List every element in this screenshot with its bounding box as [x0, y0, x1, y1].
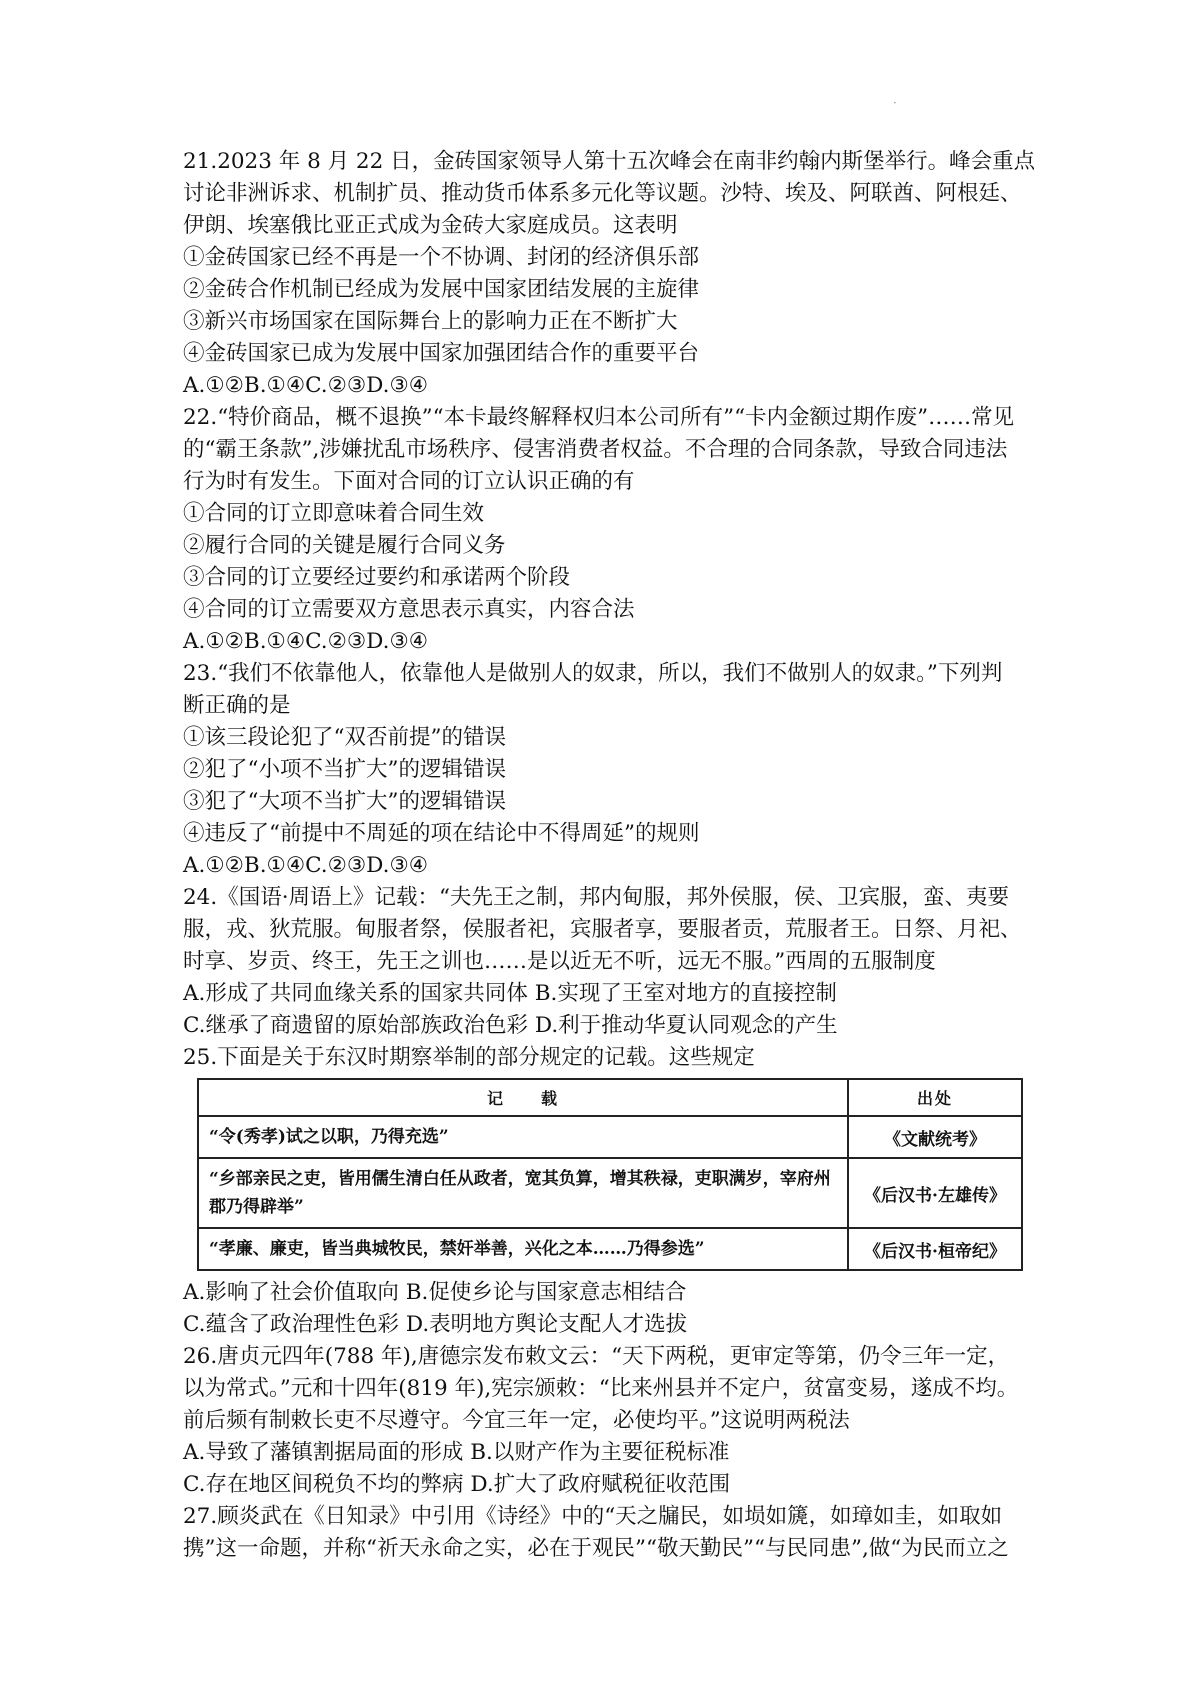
question-line: 26.唐贞元四年(788 年),唐德宗发布敕文云：“天下两税，更审定等第，仍令三年一定，: [183, 1344, 1010, 1369]
question-line: ①金砖国家已经不再是一个不协调、封闭的经济俱乐部: [183, 245, 700, 270]
question-line: 携”这一命题，并称“祈天永命之实，必在于观民”“敬天勤民”“与民同患”,做“为民而立之: [183, 1536, 1009, 1561]
question-line: A.①②B.①④C.②③D.③④: [183, 853, 429, 878]
question-line: ②犯了“小项不当扩大”的逻辑错误: [183, 757, 506, 782]
question-line: 以为常式。”元和十四年(819 年),宪宗颁敕：“比来州县并不定户，贫富变易，遂成不均。: [183, 1376, 1019, 1401]
question-line: 23.“我们不依靠他人，依靠他人是做别人的奴隶，所以，我们不做别人的奴隶。”下列判: [183, 661, 1003, 686]
question-25-stem: 25.下面是关于东汉时期察举制的部分规定的记载。这些规定: [183, 1045, 755, 1070]
question-27: [183, 1501, 1040, 1565]
question-line: ①合同的订立即意味着合同生效: [183, 501, 485, 526]
question-line: A.导致了藩镇割据局面的形成 B.以财产作为主要征税标准: [183, 1440, 730, 1465]
question-line: A.①②B.①④C.②③D.③④: [183, 629, 429, 654]
source-cell: 《后汉书·左雄传》: [848, 1158, 1022, 1228]
question-line: A.形成了共同血缘关系的国家共同体 B.实现了王室对地方的直接控制: [183, 981, 837, 1006]
question-24: [183, 882, 1040, 1042]
scan-speck: ·: [893, 96, 897, 110]
question-line: ③犯了“大项不当扩大”的逻辑错误: [183, 789, 506, 814]
answer-options: A.影响了社会价值取向 B.促使乡论与国家意志相结合: [183, 1280, 687, 1305]
question-line: A.①②B.①④C.②③D.③④: [183, 373, 429, 398]
header-source: 出处: [848, 1079, 1022, 1116]
question-line: ②履行合同的关键是履行合同义务: [183, 533, 506, 558]
table-header-row: [198, 1079, 1022, 1116]
table-row: [198, 1228, 1022, 1270]
records-table: [197, 1078, 1023, 1271]
question-line: 行为时有发生。下面对合同的订立认识正确的有: [183, 469, 635, 494]
table-row: [198, 1158, 1022, 1228]
answer-options: C.蕴含了政治理性色彩 D.表明地方舆论支配人才选拔: [183, 1312, 688, 1337]
question-line: 27.顾炎武在《日知录》中引用《诗经》中的“天之牖民，如埙如篪，如璋如圭，如取如: [183, 1504, 1003, 1529]
question-line: ④金砖国家已成为发展中国家加强团结合作的重要平台: [183, 341, 700, 366]
question-line: ②金砖合作机制已经成为发展中国家团结发展的主旋律: [183, 277, 700, 302]
source-cell: 《后汉书·桓帝纪》: [848, 1228, 1022, 1270]
record-cell: “乡部亲民之吏，皆用儒生清白任从政者，宽其负算，增其秩禄，吏职满岁，宰府州郡乃得辟举”: [198, 1158, 848, 1228]
question-line: ①该三段论犯了“双否前提”的错误: [183, 725, 506, 750]
question-line: 伊朗、埃塞俄比亚正式成为金砖大家庭成员。这表明: [183, 213, 678, 238]
question-line: ③合同的订立要经过要约和承诺两个阶段: [183, 565, 571, 590]
question-25: [183, 1042, 1040, 1341]
question-23: [183, 658, 1040, 882]
question-line: C.存在地区间税负不均的弊病 D.扩大了政府赋税征收范围: [183, 1472, 731, 1497]
question-line: ③新兴市场国家在国际舞台上的影响力正在不断扩大: [183, 309, 678, 334]
question-22: [183, 402, 1040, 658]
question-line: 24.《国语·周语上》记载：“夫先王之制，邦内甸服，邦外侯服，侯、卫宾服，蛮、夷要: [183, 885, 1010, 910]
table-row: [198, 1116, 1022, 1158]
question-line: 时享、岁贡、终王，先王之训也……是以近无不听，远无不服。”西周的五服制度: [183, 949, 936, 974]
question-line: 服，戎、狄荒服。甸服者祭，侯服者祀，宾服者享，要服者贡，荒服者王。日祭、月祀、: [183, 917, 1022, 942]
question-line: 22.“特价商品，概不退换”“本卡最终解释权归本公司所有”“卡内金额过期作废”……常见: [183, 405, 1015, 430]
question-line: ④违反了“前提中不周延的项在结论中不得周延”的规则: [183, 821, 700, 846]
question-line: 21.2023 年 8 月 22 日，金砖国家领导人第十五次峰会在南非约翰内斯堡举行。峰会重点: [183, 149, 1036, 174]
record-cell: “孝廉、廉吏，皆当典城牧民，禁奸举善，兴化之本……乃得参选”: [198, 1228, 848, 1270]
record-cell: “令(秀孝)试之以职，乃得充选”: [198, 1116, 848, 1158]
source-cell: 《文献统考》: [848, 1116, 1022, 1158]
header-record: 记 载: [198, 1079, 848, 1116]
question-line: 断正确的是: [183, 693, 291, 718]
question-21: [183, 146, 1040, 402]
question-line: 讨论非洲诉求、机制扩员、推动货币体系多元化等议题。沙特、埃及、阿联酋、阿根廷、: [183, 181, 1022, 206]
question-line: ④合同的订立需要双方意思表示真实，内容合法: [183, 597, 635, 622]
question-line: C.继承了商遗留的原始部族政治色彩 D.利于推动华夏认同观念的产生: [183, 1013, 838, 1038]
question-line: 前后频有制敕长吏不尽遵守。今宜三年一定，必使均平。”这说明两税法: [183, 1408, 850, 1433]
question-line: 的“霸王条款”,涉嫌扰乱市场秩序、侵害消费者权益。不合理的合同条款，导致合同违法: [183, 437, 1008, 462]
question-26: [183, 1341, 1040, 1501]
